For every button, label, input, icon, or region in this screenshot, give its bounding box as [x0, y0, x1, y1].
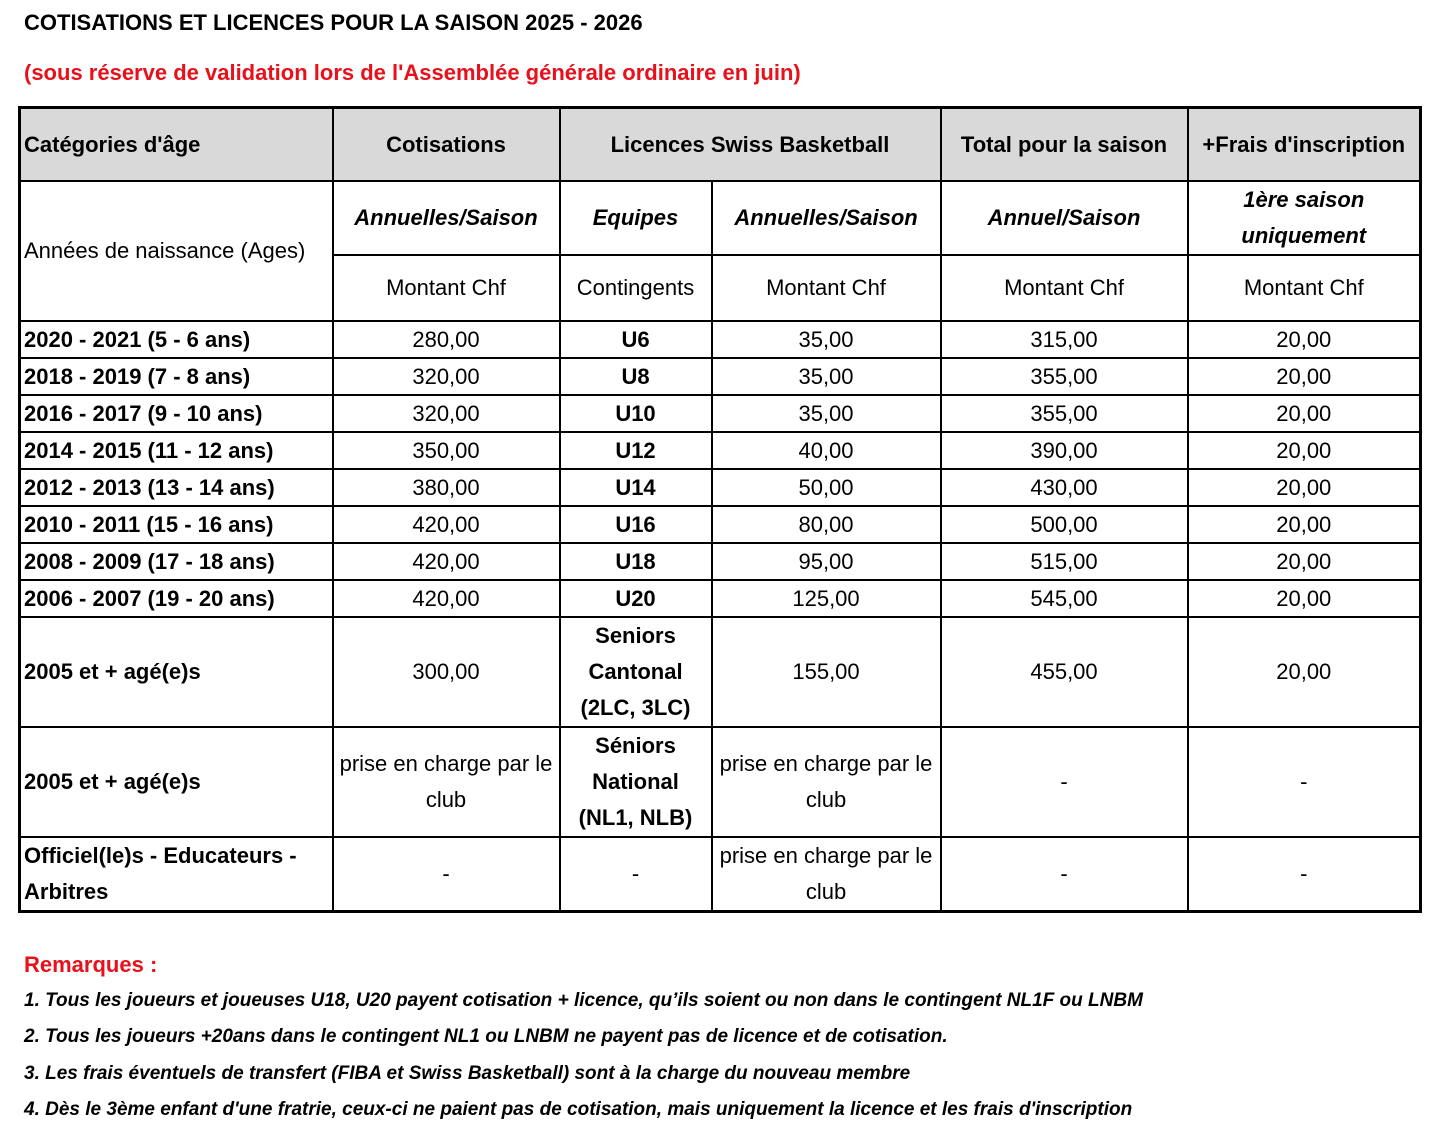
remarks-title: Remarques : [24, 952, 158, 977]
row-cotisation: 420,00 [333, 543, 560, 580]
header-total: Total pour la saison [941, 108, 1188, 182]
remark-item: 1. Tous les joueurs et joueuses U18, U20 payent cotisation + licence, qu’ils soient ou non dans le contingent NL1F ou LNBM [24, 990, 1143, 1011]
row-licence: 155,00 [712, 617, 941, 727]
row-frais: 20,00 [1188, 432, 1421, 469]
row-team: U14 [560, 469, 712, 506]
table-row [20, 358, 1421, 395]
row-cotisation: 320,00 [333, 395, 560, 432]
row-category: 2005 et + agé(e)s [20, 617, 333, 727]
row-cotisation: 320,00 [333, 358, 560, 395]
row-team: U18 [560, 543, 712, 580]
row-frais: 20,00 [1188, 395, 1421, 432]
subheader-total-period: Annuel/Saison [941, 181, 1188, 255]
row-frais: 20,00 [1188, 321, 1421, 358]
row-category: 2018 - 2019 (7 - 8 ans) [20, 358, 333, 395]
row-total: - [941, 837, 1188, 912]
table-row [20, 432, 1421, 469]
row-total: 500,00 [941, 506, 1188, 543]
subheader-licences-period: Annuelles/Saison [712, 181, 941, 255]
remark-item: 4. Dès le 3ème enfant d'une fratrie, ceux-ci ne paient pas de cotisation, mais uniquement la licence et les frais d'inscription [24, 1099, 1133, 1120]
row-category: 2006 - 2007 (19 - 20 ans) [20, 580, 333, 617]
row-team: U16 [560, 506, 712, 543]
row-total: 355,00 [941, 395, 1188, 432]
row-category: 2010 - 2011 (15 - 16 ans) [20, 506, 333, 543]
row-category: 2014 - 2015 (11 - 12 ans) [20, 432, 333, 469]
row-licence: 35,00 [712, 358, 941, 395]
row-category: 2008 - 2009 (17 - 18 ans) [20, 543, 333, 580]
row-licence: 50,00 [712, 469, 941, 506]
row-frais: 20,00 [1188, 358, 1421, 395]
row-team: U20 [560, 580, 712, 617]
row-total: 355,00 [941, 358, 1188, 395]
table-row [20, 321, 1421, 358]
row-licence: 95,00 [712, 543, 941, 580]
row-frais: 20,00 [1188, 543, 1421, 580]
row-licence: 35,00 [712, 321, 941, 358]
row-licence: 35,00 [712, 395, 941, 432]
row-category: 2005 et + agé(e)s [20, 727, 333, 837]
row-category: Officiel(le)s - Educateurs - Arbitres [20, 837, 333, 912]
row-cotisation: - [333, 837, 560, 912]
row-frais: - [1188, 837, 1421, 912]
subheader-montant: Montant Chf [941, 255, 1188, 321]
row-total: 430,00 [941, 469, 1188, 506]
table-header-row [20, 108, 1421, 182]
header-frais: +Frais d'inscription [1188, 108, 1421, 182]
table-row [20, 727, 1421, 837]
header-categories: Catégories d'âge [20, 108, 333, 182]
table-row [20, 617, 1421, 727]
table-row [20, 580, 1421, 617]
row-team: - [560, 837, 712, 912]
row-team: U10 [560, 395, 712, 432]
row-frais: - [1188, 727, 1421, 837]
remark-item: 2. Tous les joueurs +20ans dans le contingent NL1 ou LNBM ne payent pas de licence et de cotisation. [24, 1026, 948, 1047]
row-licence: 40,00 [712, 432, 941, 469]
row-cotisation: 350,00 [333, 432, 560, 469]
fees-table [18, 106, 1422, 913]
row-cotisation: 420,00 [333, 580, 560, 617]
row-frais: 20,00 [1188, 469, 1421, 506]
row-cotisation: 380,00 [333, 469, 560, 506]
row-team: Seniors Cantonal (2LC, 3LC) [560, 617, 712, 727]
subheader-row-1 [20, 181, 1421, 255]
row-category: 2016 - 2017 (9 - 10 ans) [20, 395, 333, 432]
row-team: U8 [560, 358, 712, 395]
row-team: Séniors National (NL1, NLB) [560, 727, 712, 837]
header-licences: Licences Swiss Basketball [560, 108, 941, 182]
row-total: 455,00 [941, 617, 1188, 727]
table-row [20, 506, 1421, 543]
row-cotisation: 300,00 [333, 617, 560, 727]
subheader-montant: Montant Chf [333, 255, 560, 321]
header-cotisations: Cotisations [333, 108, 560, 182]
row-frais: 20,00 [1188, 617, 1421, 727]
row-licence: prise en charge par le club [712, 837, 941, 912]
subheader-equipes: Equipes [560, 181, 712, 255]
subheader-naissance: Années de naissance (Ages) [20, 181, 333, 321]
table-row [20, 543, 1421, 580]
row-team: U6 [560, 321, 712, 358]
row-licence: 80,00 [712, 506, 941, 543]
row-total: 315,00 [941, 321, 1188, 358]
subheader-contingents: Contingents [560, 255, 712, 321]
row-cotisation: 420,00 [333, 506, 560, 543]
row-cotisation: prise en charge par le club [333, 727, 560, 837]
subheader-montant: Montant Chf [712, 255, 941, 321]
table-row [20, 469, 1421, 506]
remark-item: 3. Les frais éventuels de transfert (FIBA et Swiss Basketball) sont à la charge du nouveau membre [24, 1063, 911, 1084]
page-subtitle: (sous réserve de validation lors de l'Assemblée générale ordinaire en juin) [24, 60, 801, 85]
row-category: 2020 - 2021 (5 - 6 ans) [20, 321, 333, 358]
row-team: U12 [560, 432, 712, 469]
subheader-frais-period: 1ère saison uniquement [1188, 181, 1421, 255]
row-frais: 20,00 [1188, 580, 1421, 617]
row-licence: 125,00 [712, 580, 941, 617]
page-title: COTISATIONS ET LICENCES POUR LA SAISON 2025 - 2026 [24, 10, 643, 35]
row-category: 2012 - 2013 (13 - 14 ans) [20, 469, 333, 506]
row-cotisation: 280,00 [333, 321, 560, 358]
row-licence: prise en charge par le club [712, 727, 941, 837]
table-row [20, 837, 1421, 912]
subheader-cotisations-period: Annuelles/Saison [333, 181, 560, 255]
row-total: 390,00 [941, 432, 1188, 469]
row-frais: 20,00 [1188, 506, 1421, 543]
row-total: 515,00 [941, 543, 1188, 580]
subheader-montant: Montant Chf [1188, 255, 1421, 321]
row-total: 545,00 [941, 580, 1188, 617]
table-row [20, 395, 1421, 432]
row-total: - [941, 727, 1188, 837]
